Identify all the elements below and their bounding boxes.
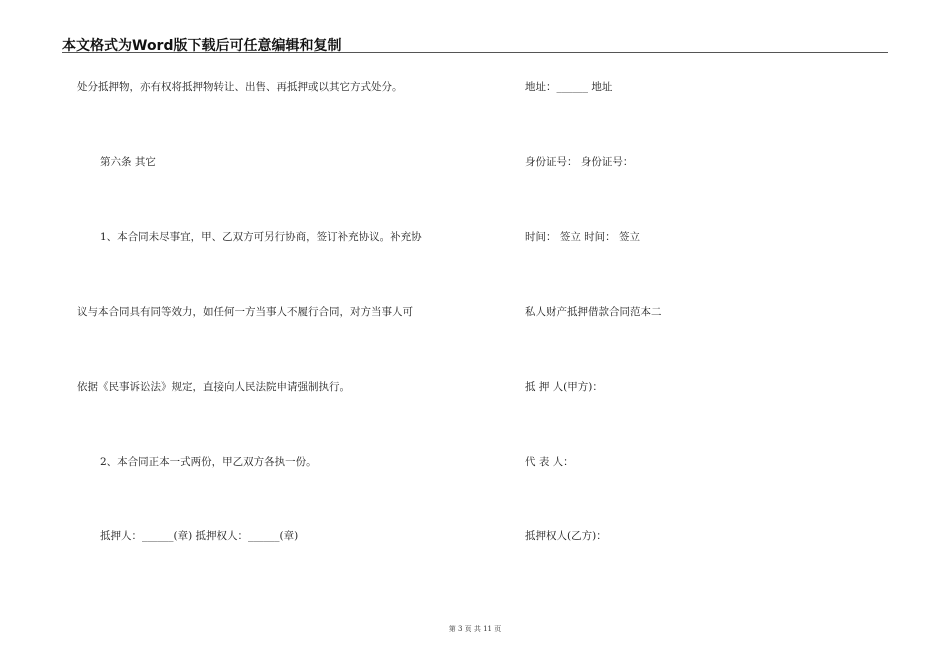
header-divider — [62, 52, 888, 53]
right-line-7: 抵押权人(乙方)： — [525, 530, 607, 542]
document-header-title: 本文格式为Word版下载后可任意编辑和复制 — [62, 38, 342, 54]
left-line-5: 依据《民事诉讼法》规定，直接向人民法院申请强制执行。 — [77, 381, 350, 393]
left-line-1: 处分抵押物，亦有权将抵押物转让、出售、再抵押或以其它方式处分。 — [77, 81, 403, 93]
page-number-footer: 第 3 页 共 11 页 — [448, 625, 502, 633]
right-line-3: 时间： 签立 时间： 签立 — [525, 231, 641, 243]
left-line-2: 第六条 其它 — [100, 156, 156, 168]
right-line-6: 代 表 人： — [525, 456, 574, 468]
left-line-4: 议与本合同具有同等效力，如任何一方当事人不履行合同，对方当事人可 — [77, 306, 413, 318]
right-line-2: 身份证号： 身份证号： — [525, 156, 634, 168]
left-line-7: 抵押人：______(章) 抵押权人：______(章) — [100, 530, 299, 542]
right-line-5: 抵 押 人(甲方)： — [525, 381, 603, 393]
left-line-3: 1、本合同未尽事宜，甲、乙双方可另行协商，签订补充协议。补充协 — [100, 231, 422, 243]
right-line-4: 私人财产抵押借款合同范本二 — [525, 306, 662, 318]
left-line-6: 2、本合同正本一式两份，甲乙双方各执一份。 — [100, 456, 317, 468]
right-line-1: 地址：______ 地址 — [525, 81, 613, 93]
